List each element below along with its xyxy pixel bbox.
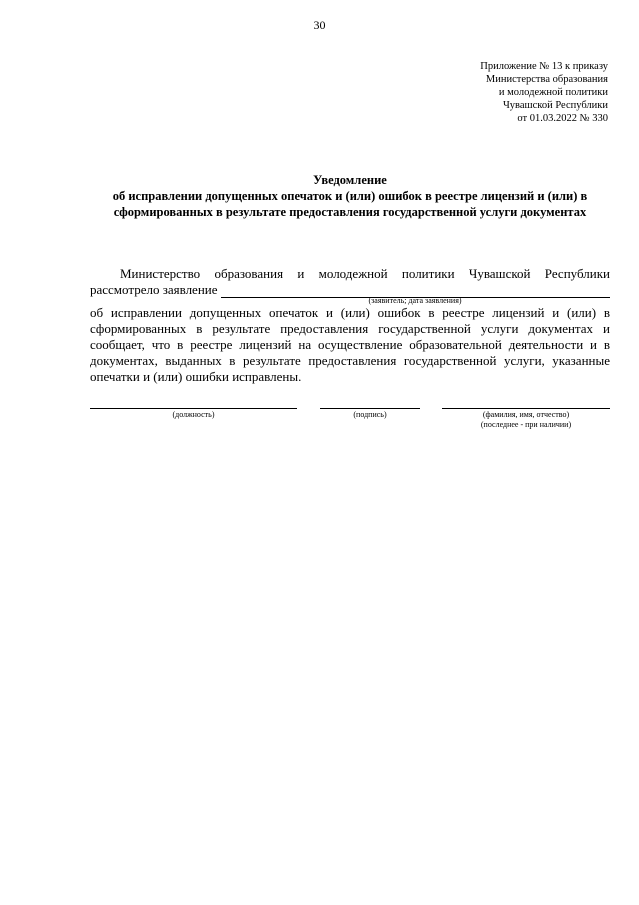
position-caption: (должность) xyxy=(172,410,215,419)
position-fill-line[interactable] xyxy=(90,408,297,409)
applicant-caption: (заявитель; дата заявления) xyxy=(368,296,462,305)
name-fill-line[interactable] xyxy=(442,408,610,409)
title-line: сформированных в результате предоставления государственной услуги документах xyxy=(113,205,587,219)
annex-line: Министерства образования xyxy=(485,74,608,85)
annex-line: Приложение № 13 к приказу xyxy=(480,61,608,72)
name-caption-note: (последнее - при наличии) xyxy=(480,420,572,429)
title-line: об исправлении допущенных опечаток и (или) ошибок в реестре лицензий и (или) в xyxy=(112,189,588,203)
position-field xyxy=(90,408,297,420)
signature-fill-line[interactable] xyxy=(320,408,420,409)
annex-line: и молодежной политики xyxy=(498,87,608,98)
signature-caption: (подпись) xyxy=(353,410,387,419)
document-title xyxy=(90,172,610,220)
title-heading: Уведомление xyxy=(313,173,387,187)
paragraph-intro xyxy=(90,266,610,298)
intro-line: Министерство образования и молодежной политики Чувашской Республики xyxy=(120,266,610,281)
name-field xyxy=(442,408,610,430)
intro-line-prefix: рассмотрело заявление xyxy=(90,282,218,297)
signature-row xyxy=(0,408,639,438)
signature-field xyxy=(320,408,420,420)
annex-line: от 01.03.2022 № 330 xyxy=(517,113,608,124)
annex-line: Чувашской Республики xyxy=(502,100,608,111)
annex-block xyxy=(368,60,608,125)
name-caption: (фамилия, имя, отчество) xyxy=(482,410,570,419)
page-number: 30 xyxy=(313,18,326,32)
paragraph-main: об исправлении допущенных опечаток и (или) ошибок в реестре лицензий и (или) в сформированных в результате предоставления государственной услуги документах и сообщает, что в реестре лицензий на осуществление образовательной деятельности и в документах, выданных в результате предоставления государственной услуги, указанные опечатки и (или) ошибки исправлены. xyxy=(90,305,610,384)
